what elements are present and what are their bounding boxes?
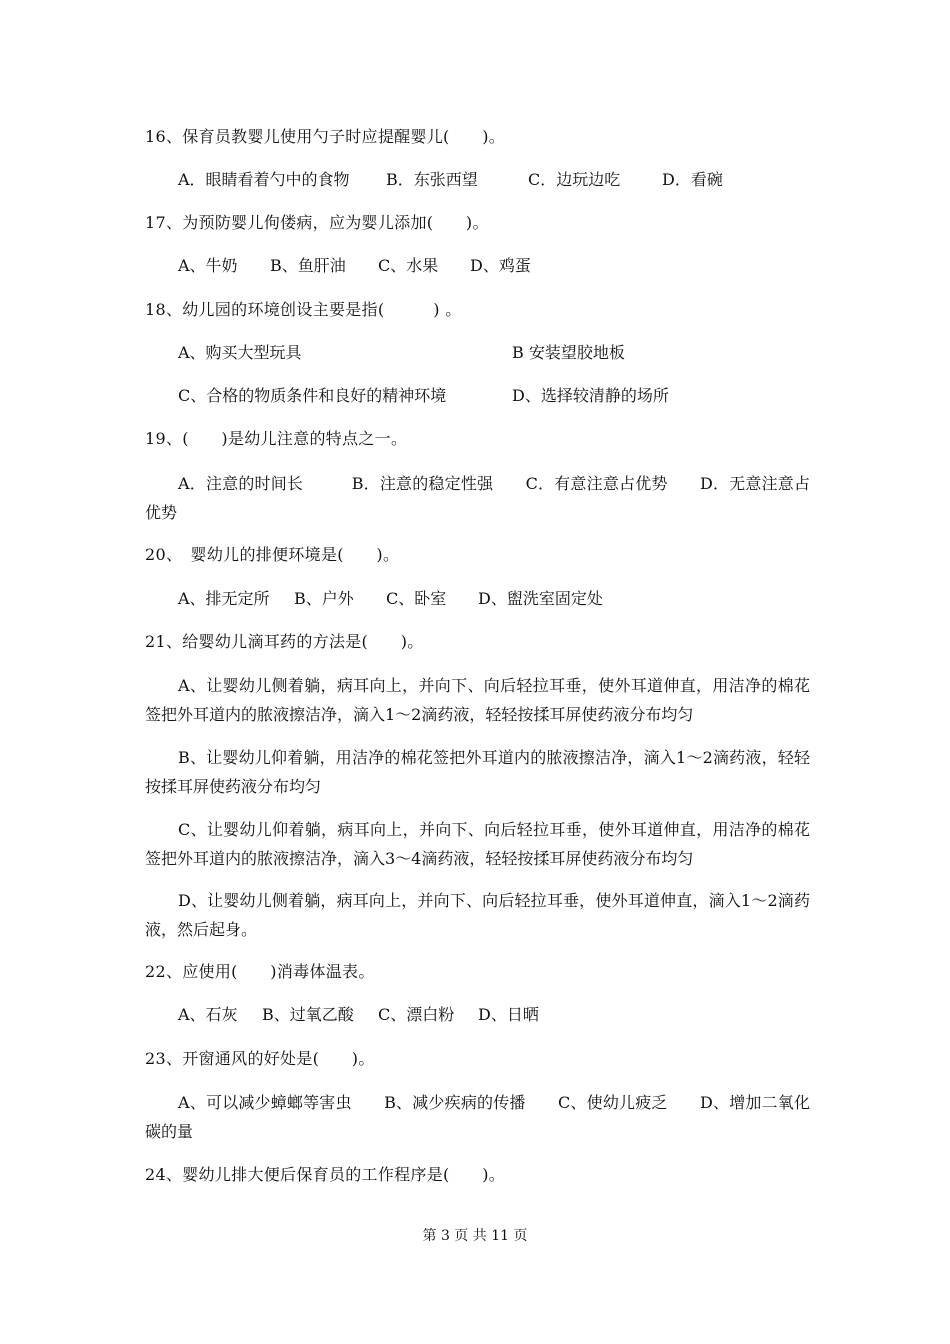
question-18-option-d: D、选择较清静的场所	[512, 386, 669, 405]
question-23-stem: 23、开窗通风的好处是( )。	[145, 1049, 375, 1068]
question-18-stem: 18、幼儿园的环境创设主要是指( ) 。	[145, 300, 462, 319]
question-17-stem: 17、为预防婴儿佝偻病，应为婴儿添加( )。	[145, 213, 489, 232]
question-20-option-a: A、排无定所	[178, 589, 270, 608]
question-19-options: A．注意的时间长 B．注意的稳定性强 C．有意注意占优势 D．无意注意占优势	[145, 474, 810, 522]
question-17-option-b: B、鱼肝油	[270, 256, 346, 275]
question-17-option-a: A、牛奶	[178, 256, 238, 275]
question-17-option-c: C、水果	[378, 256, 439, 275]
question-18-option-a: A、购买大型玩具	[178, 343, 302, 362]
question-22-option-c: C、漂白粉	[378, 1005, 455, 1024]
question-18-option-c: C、合格的物质条件和良好的精神环境	[178, 386, 447, 405]
question-21-option-a: A、让婴幼儿侧着躺，病耳向上，并向下、向后轻拉耳垂，使外耳道伸直，用洁净的棉花签把外耳道内的脓液擦洁净，滴入1～2滴药液，轻轻按揉耳屏使药液分布均匀	[145, 676, 810, 724]
page-footer: 第 3 页 共 11 页	[422, 1228, 528, 1244]
question-19-stem: 19、( )是幼儿注意的特点之一。	[145, 429, 408, 448]
question-22-option-a: A、石灰	[178, 1005, 238, 1024]
question-21-option-b: B、让婴幼儿仰着躺，用洁净的棉花签把外耳道内的脓液擦洁净，滴入1～2滴药液，轻轻按揉耳屏使药液分布均匀	[145, 748, 810, 796]
question-16-option-c: C．边玩边吃	[528, 170, 621, 189]
question-20-option-c: C、卧室	[386, 589, 447, 608]
question-17-option-d: D、鸡蛋	[470, 256, 531, 275]
question-20-stem: 20、 婴幼儿的排便环境是( )。	[145, 545, 400, 564]
question-24-stem: 24、婴幼儿排大便后保育员的工作程序是( )。	[145, 1165, 506, 1184]
question-22-option-d: D、日晒	[478, 1005, 539, 1024]
question-21-stem: 21、给婴幼儿滴耳药的方法是( )。	[145, 632, 424, 651]
question-18-option-b: B 安装望胶地板	[512, 343, 625, 362]
question-16-option-b: B．东张西望	[386, 170, 478, 189]
question-16-stem: 16、保育员教婴儿使用勺子时应提醒婴儿( )。	[145, 127, 506, 146]
question-20-option-b: B、户外	[294, 589, 354, 608]
question-22-stem: 22、应使用( )消毒体温表。	[145, 962, 375, 981]
question-16-option-a: A．眼睛看着勺中的食物	[178, 170, 350, 189]
question-22-option-b: B、过氧乙酸	[262, 1005, 354, 1024]
question-20-option-d: D、盥洗室固定处	[478, 589, 603, 608]
question-21-option-d: D、让婴幼儿侧着躺，病耳向上，并向下、向后轻拉耳垂，使外耳道伸直，滴入1～2滴药液，然后起身。	[145, 891, 810, 939]
question-21-option-c: C、让婴幼儿仰着躺，病耳向上，并向下、向后轻拉耳垂，使外耳道伸直，用洁净的棉花签把外耳道内的脓液擦洁净，滴入3～4滴药液，轻轻按揉耳屏使药液分布均匀	[145, 820, 810, 868]
question-23-options: A、可以减少蟑螂等害虫 B、减少疾病的传播 C、使幼儿疲乏 D、增加二氧化碳的量	[145, 1093, 810, 1141]
question-16-option-d: D．看碗	[662, 170, 723, 189]
